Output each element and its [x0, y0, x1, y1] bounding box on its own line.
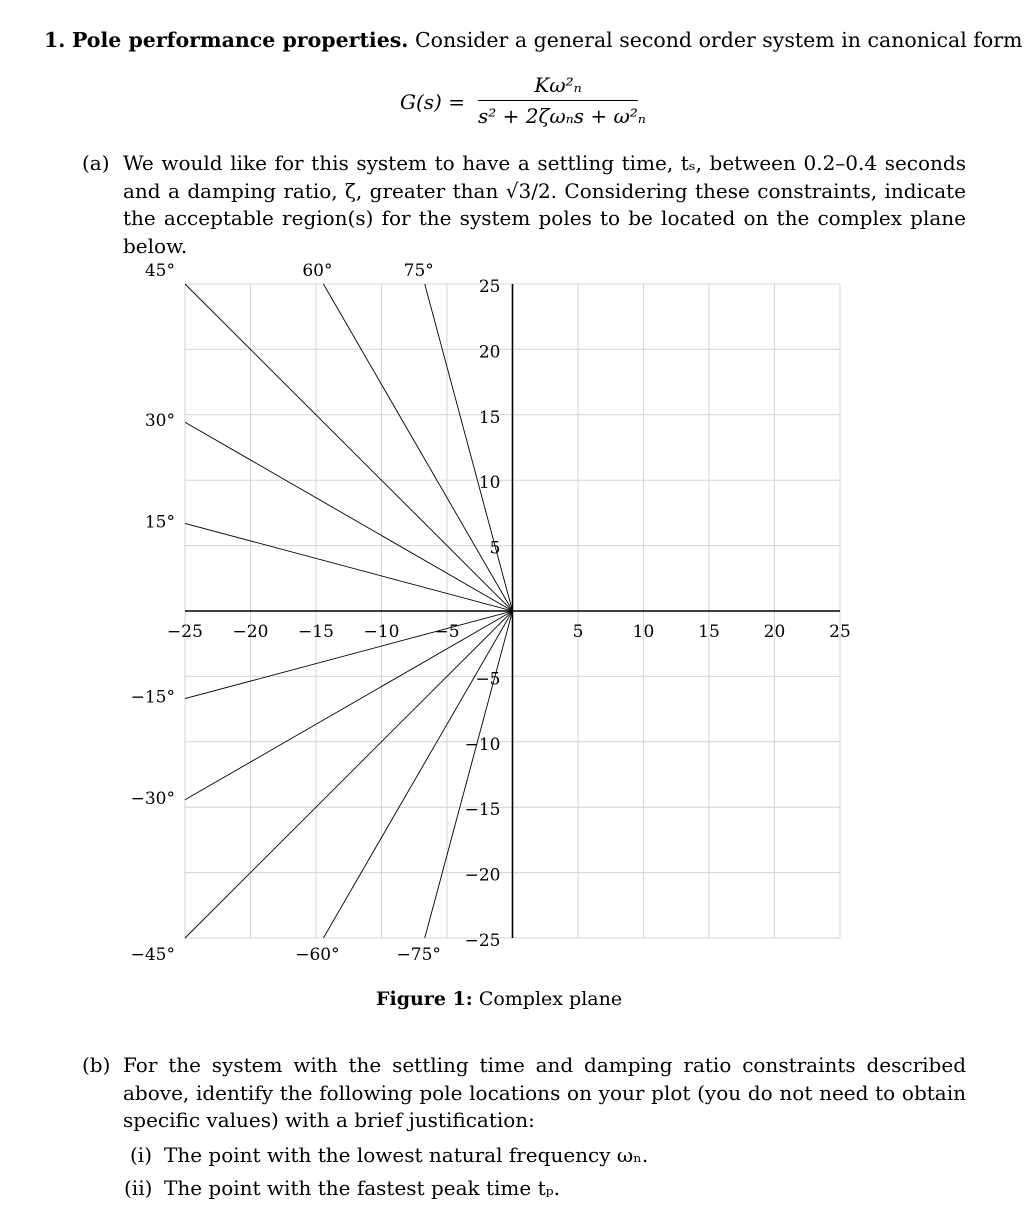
equation-lhs: G(s) =: [400, 90, 465, 114]
problem-number: 1.: [44, 28, 66, 52]
part-b-item-i-label: (i): [130, 1143, 153, 1167]
x-tick-label: 10: [632, 622, 655, 642]
ray--45: [185, 611, 513, 938]
figure-label: Figure 1:: [376, 988, 473, 1010]
figure-caption: [376, 988, 622, 1010]
ray-angle-label: 15°: [144, 512, 175, 533]
x-tick-label: 25: [829, 622, 851, 642]
ray-angle-label: 45°: [144, 261, 175, 281]
equation-numerator: Kω²ₙ: [534, 73, 582, 97]
part-b-text: For the system with the settling time and damping ratio constraints described above, identify the following pole locations on your plot (you do not need to obtain specific values) with a brief justification:: [123, 1053, 966, 1132]
ray-30: [185, 422, 513, 611]
ray-75: [425, 284, 513, 611]
x-tick-label: 5: [572, 622, 584, 642]
ray-angle-label: −15°: [130, 687, 175, 708]
y-tick-label: −15: [464, 800, 501, 821]
ray-angle-label: 60°: [302, 261, 333, 281]
ray-angle-label: 75°: [403, 261, 434, 281]
x-tick-label: −5: [434, 622, 460, 642]
part-b-label: (b): [82, 1053, 111, 1077]
x-tick-label: −20: [232, 622, 269, 642]
part-b-item-i-text: The point with the lowest natural frequency ωₙ.: [164, 1143, 649, 1167]
part-b-item-ii-label: (ii): [124, 1176, 153, 1200]
y-tick-label: −25: [464, 931, 501, 951]
ray-15: [185, 523, 513, 611]
y-tick-label: −20: [464, 865, 501, 886]
x-tick-label: 15: [698, 622, 720, 642]
ray-60: [323, 284, 512, 611]
ray-angle-label: −75°: [396, 945, 441, 965]
y-tick-label: 15: [478, 407, 501, 428]
ray--75: [425, 611, 513, 938]
ray-angle-label: 30°: [144, 411, 175, 432]
y-tick-label: 20: [478, 342, 501, 363]
part-a-label: (a): [82, 151, 110, 175]
ray-angle-label: −30°: [130, 788, 175, 809]
equation-denominator: s² + 2ζωₙs + ω²ₙ: [478, 104, 646, 128]
y-tick-label: 10: [478, 473, 501, 494]
figure-caption-text: Complex plane: [478, 988, 623, 1010]
tick-labels: [131, 261, 851, 965]
problem-title: Pole performance properties.: [71, 28, 409, 52]
ray-angle-label: −45°: [130, 945, 175, 965]
y-tick-label: 25: [478, 277, 501, 297]
y-tick-label: −10: [464, 734, 501, 755]
part-b-item-ii-text: The point with the fastest peak time tₚ.: [164, 1176, 560, 1200]
ray--60: [323, 611, 512, 938]
problem-intro: Consider a general second order system in canonical form: [414, 28, 1023, 52]
y-tick-label: −5: [475, 669, 501, 690]
part-a-text: We would like for this system to have a settling time, tₛ, between 0.2–0.4 seconds and a damping ratio, ζ, greater than √3/2. Considering these constraints, indicate the acceptable region(s) for the system poles to be located on the complex plane below.: [123, 151, 966, 258]
x-tick-label: −10: [363, 622, 400, 642]
x-tick-label: −25: [167, 622, 203, 642]
ray-45: [185, 284, 513, 611]
y-tick-label: 5: [489, 538, 501, 559]
ray-angle-label: −60°: [295, 945, 340, 965]
x-tick-label: 20: [763, 622, 786, 642]
x-tick-label: −15: [298, 622, 334, 642]
